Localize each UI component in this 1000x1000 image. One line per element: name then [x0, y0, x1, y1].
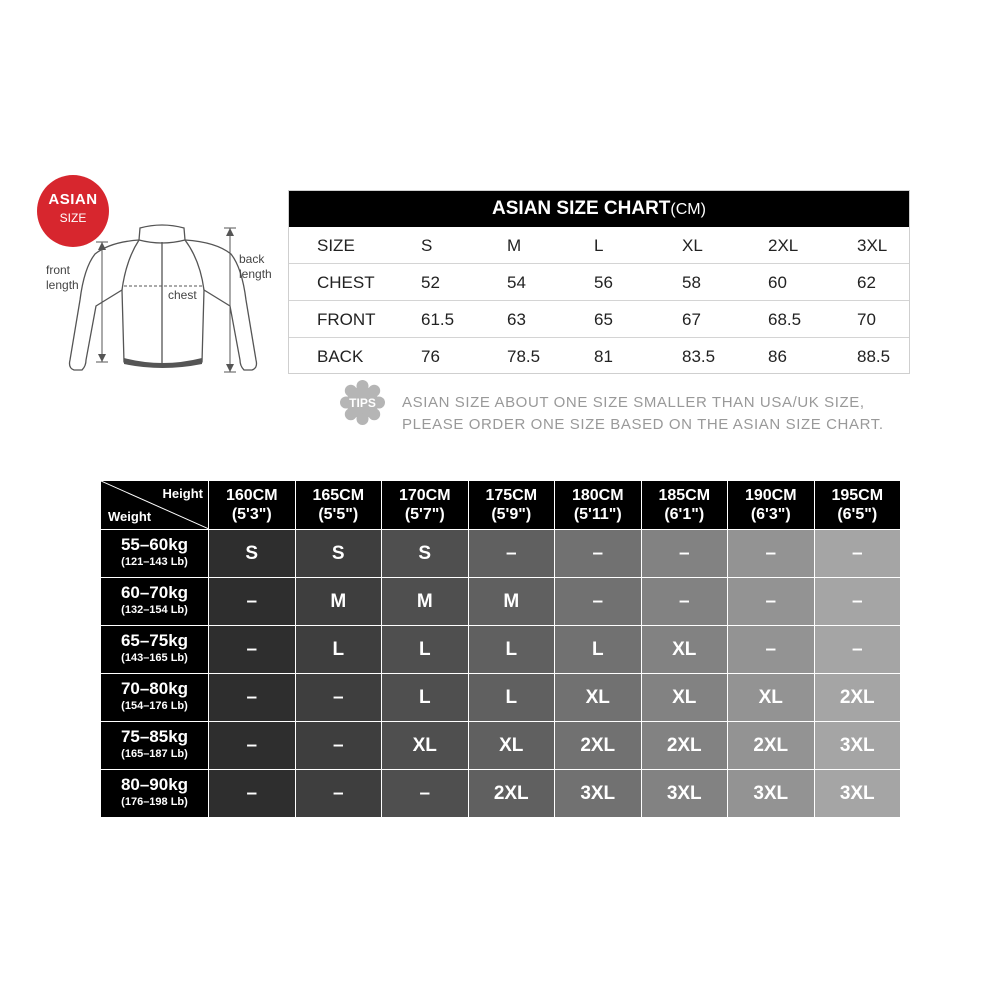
- asian-chart-cell: L: [594, 236, 604, 255]
- asian-chart-row: [289, 301, 909, 338]
- size-cell: –: [296, 673, 383, 721]
- size-cell: –: [815, 577, 901, 625]
- height-cm: 190CM: [744, 487, 797, 504]
- height-header-cell: [728, 481, 815, 529]
- jacket-outline-icon: [40, 220, 290, 385]
- table-row: [101, 577, 900, 625]
- size-cell: S: [209, 529, 296, 577]
- asian-chart-cell: 81: [594, 347, 613, 366]
- weight-cell: [101, 529, 209, 577]
- asian-chart-row: [289, 227, 909, 264]
- asian-chart-cell: XL: [682, 236, 703, 255]
- asian-chart-cell: S: [421, 236, 433, 255]
- size-cell: L: [382, 625, 469, 673]
- asian-chart-cell: 68.5: [768, 310, 802, 329]
- size-cell: XL: [642, 625, 729, 673]
- size-cell: –: [815, 625, 901, 673]
- table-header-row: [101, 481, 900, 529]
- height-header-cell: [209, 481, 296, 529]
- height-ft: (5'3"): [231, 506, 272, 523]
- size-cell: –: [555, 577, 642, 625]
- height-cm: 160CM: [225, 487, 278, 504]
- height-cm: 195CM: [831, 487, 884, 504]
- table-corner-cell: [101, 481, 209, 529]
- height-header-cell: [469, 481, 556, 529]
- tips-text: [402, 392, 884, 436]
- asian-chart-row: [289, 264, 909, 301]
- asian-chart-cell: M: [507, 236, 522, 255]
- size-cell: 2XL: [815, 673, 901, 721]
- asian-chart-cell: 67: [682, 310, 701, 329]
- asian-chart-cell: 3XL: [857, 236, 888, 255]
- size-cell: M: [296, 577, 383, 625]
- badge-line2: SIZE: [59, 211, 87, 225]
- size-cell: –: [815, 529, 901, 577]
- size-cell: –: [209, 625, 296, 673]
- size-cell: –: [728, 577, 815, 625]
- weight-cell: [101, 625, 209, 673]
- chest-label: chest: [168, 288, 197, 302]
- weight-kg: 75–85kg: [120, 727, 189, 746]
- size-cell: XL: [382, 721, 469, 769]
- height-cm: 170CM: [398, 487, 451, 504]
- weight-lb: (143–165 Lb): [121, 652, 188, 664]
- size-cell: M: [382, 577, 469, 625]
- height-ft: (6'1"): [664, 506, 705, 523]
- table-row: [101, 769, 900, 817]
- asian-chart-cell: 60: [768, 273, 787, 292]
- size-cell: XL: [728, 673, 815, 721]
- asian-chart-cell: 52: [421, 273, 440, 292]
- height-cm: 180CM: [571, 487, 624, 504]
- size-cell: 2XL: [469, 769, 556, 817]
- badge-line1: ASIAN: [48, 191, 98, 208]
- asian-chart-cell: 86: [768, 347, 787, 366]
- size-cell: L: [382, 673, 469, 721]
- size-cell: –: [382, 769, 469, 817]
- asian-chart-cell: 63: [507, 310, 526, 329]
- asian-chart-cell: 2XL: [768, 236, 799, 255]
- size-cell: 2XL: [555, 721, 642, 769]
- corner-weight-label: Weight: [108, 509, 152, 524]
- height-cm: 185CM: [658, 487, 711, 504]
- weight-height-size-table: [101, 481, 900, 817]
- size-cell: S: [382, 529, 469, 577]
- asian-chart-row: [289, 338, 909, 375]
- weight-cell: [101, 673, 209, 721]
- size-cell: –: [209, 721, 296, 769]
- weight-lb: (154–176 Lb): [121, 700, 188, 712]
- height-ft: (5'9"): [491, 506, 532, 523]
- asian-row-label: CHEST: [317, 273, 375, 292]
- weight-kg: 65–75kg: [120, 631, 189, 650]
- size-cell: XL: [555, 673, 642, 721]
- weight-kg: 55–60kg: [120, 535, 189, 554]
- asian-chart-cell: 83.5: [682, 347, 716, 366]
- front-length-label: front length: [46, 263, 79, 292]
- size-cell: –: [728, 625, 815, 673]
- weight-lb: (176–198 Lb): [121, 796, 188, 808]
- size-cell: –: [296, 769, 383, 817]
- asian-chart-cell: 54: [507, 273, 526, 292]
- height-cm: 165CM: [312, 487, 365, 504]
- size-cell: L: [555, 625, 642, 673]
- tips-line2: PLEASE ORDER ONE SIZE BASED ON THE ASIAN SIZE CHART.: [402, 416, 884, 433]
- tips-line1: ASIAN SIZE ABOUT ONE SIZE SMALLER THAN USA/UK SIZE,: [402, 394, 865, 411]
- size-cell: L: [469, 673, 556, 721]
- tips-icon-label: TIPS: [349, 396, 376, 410]
- height-ft: (6'3"): [750, 506, 791, 523]
- height-header-cell: [296, 481, 383, 529]
- asian-chart-cell: 76: [421, 347, 440, 366]
- weight-kg: 80–90kg: [120, 775, 189, 794]
- tips-icon: [340, 380, 385, 425]
- asian-row-label: FRONT: [317, 310, 376, 329]
- size-cell: L: [469, 625, 556, 673]
- size-cell: –: [209, 769, 296, 817]
- size-cell: 3XL: [815, 769, 901, 817]
- height-ft: (5'7"): [404, 506, 445, 523]
- asian-chart-cell: 61.5: [421, 310, 455, 329]
- weight-lb: (121–143 Lb): [121, 556, 188, 568]
- height-ft: (6'5"): [837, 506, 878, 523]
- size-cell: –: [469, 529, 556, 577]
- size-cell: –: [642, 529, 729, 577]
- weight-kg: 70–80kg: [120, 679, 189, 698]
- asian-chart-cell: 88.5: [857, 347, 891, 366]
- height-cm: 175CM: [485, 487, 538, 504]
- size-cell: 3XL: [728, 769, 815, 817]
- size-cell: –: [728, 529, 815, 577]
- size-cell: 2XL: [642, 721, 729, 769]
- size-cell: –: [209, 673, 296, 721]
- weight-lb: (132–154 Lb): [121, 604, 188, 616]
- table-row: [101, 673, 900, 721]
- size-cell: XL: [642, 673, 729, 721]
- weight-lb: (165–187 Lb): [121, 748, 188, 760]
- size-cell: 3XL: [642, 769, 729, 817]
- back-length-label: back length: [239, 252, 272, 281]
- table-row: [101, 625, 900, 673]
- height-header-cell: [382, 481, 469, 529]
- size-cell: –: [296, 721, 383, 769]
- size-cell: 3XL: [815, 721, 901, 769]
- table-row: [101, 721, 900, 769]
- size-cell: 3XL: [555, 769, 642, 817]
- asian-chart-cell: 56: [594, 273, 613, 292]
- size-cell: 2XL: [728, 721, 815, 769]
- height-ft: (5'11"): [573, 506, 622, 523]
- height-ft: (5'5"): [318, 506, 359, 523]
- asian-size-chart: [288, 190, 910, 374]
- corner-height-label: Height: [162, 486, 203, 501]
- weight-cell: [101, 577, 209, 625]
- size-cell: M: [469, 577, 556, 625]
- size-cell: S: [296, 529, 383, 577]
- asian-chart-cell: 58: [682, 273, 701, 292]
- asian-chart-cell: 70: [857, 310, 876, 329]
- weight-cell: [101, 769, 209, 817]
- weight-cell: [101, 721, 209, 769]
- size-cell: XL: [469, 721, 556, 769]
- height-header-cell: [642, 481, 729, 529]
- table-row: [101, 529, 900, 577]
- asian-chart-title: ASIAN SIZE CHART(CM): [289, 191, 909, 227]
- weight-kg: 60–70kg: [120, 583, 189, 602]
- size-cell: –: [209, 577, 296, 625]
- asian-chart-cell: 62: [857, 273, 876, 292]
- height-header-cell: [815, 481, 901, 529]
- height-header-cell: [555, 481, 642, 529]
- asian-row-label: BACK: [317, 347, 364, 366]
- asian-row-label: SIZE: [317, 236, 355, 255]
- size-cell: L: [296, 625, 383, 673]
- asian-chart-cell: 65: [594, 310, 613, 329]
- size-cell: –: [642, 577, 729, 625]
- asian-chart-cell: 78.5: [507, 347, 541, 366]
- jacket-illustration: [40, 220, 290, 385]
- size-cell: –: [555, 529, 642, 577]
